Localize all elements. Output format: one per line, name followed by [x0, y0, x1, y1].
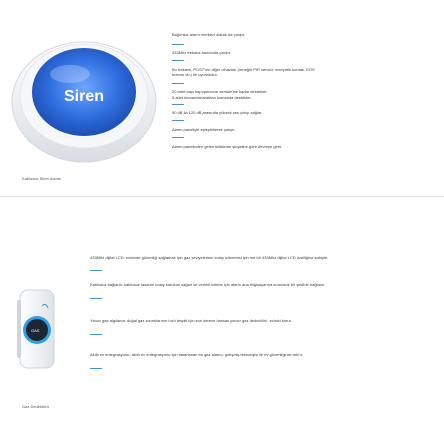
gas-bullet-2: Kablosuz bağlantı: kablosuz tasarım kolay kurulum sağlar ve verimli izleme için alarm ana bilgisayarına sorunsuz bir şekilde bağlanır. — [90, 282, 326, 287]
gas-accent-3 — [90, 334, 102, 335]
gas-bullet-4: Akıllı ev entegrasyonu: akıllı ev entegrasyonu için tasarlanan bu gaz alarmı, gelişmiş teknolojisi ile ev güvenliğinizi artırır. — [90, 352, 303, 357]
siren-accent-3 — [172, 83, 184, 84]
siren-bullet-4: 20 adet kapı kapı/pencere sensörüne kadar destekler. — [172, 89, 268, 94]
siren-caption: Kablosuz Siren Alarmı — [22, 176, 62, 181]
gas-accent-1 — [90, 270, 102, 271]
gas-caption: Gaz Dedektörü — [22, 404, 49, 409]
gas-bullet-3: Yanıcı gaz algılama: doğal gaz sızıntılarının hızlı tespiti için son derece hassas yanıcı gaz dedektörü, evinizi korur. — [90, 318, 292, 323]
siren-accent-5 — [172, 120, 184, 121]
siren-accent-4 — [172, 104, 184, 105]
gas-bullet-1: 433Mhz dijital LCD: evinizde güvenliği sağlamak için gaz seviyelerinin kolay izlenmesi için net bir 433Mhz dijital LCD özelliğine sahiptir. — [90, 255, 329, 260]
siren-bullet-8: Alarm panelinden gelen tetikleme sinyaline göre devreye girer. — [172, 144, 283, 149]
siren-accent-6 — [172, 137, 184, 138]
gas-accent-4 — [90, 368, 102, 369]
siren-bullet-1: Bağımsız alarm merkezi olarak da çalışır. — [172, 32, 246, 37]
siren-label: Siren — [64, 88, 105, 105]
siren-bullet-5: 5 adet kumanda/uzaktan kumanda destekler. — [172, 95, 252, 100]
siren-accent-1 — [172, 44, 184, 45]
siren-bullet-7: Alarm paneliyle eşleştirilerek çalışır. — [172, 127, 236, 132]
siren-bullet-3: Bu frekans, PGST'nin diğer cihazları (örneğin PIR sensör, manyetik kontak, SOS butonu vb.) ile uyumludur. — [172, 67, 315, 77]
section-divider — [0, 196, 444, 197]
siren-bullet-6: 90 dB ila 120 dB arasında yüksek ses çıkışı sağlar. — [172, 110, 263, 115]
siren-accent-2 — [172, 60, 184, 61]
siren-bullet-2: 433Mhz frekans bandında çalışır. — [172, 50, 231, 55]
gas-accent-2 — [90, 298, 102, 299]
gas-display-text: GAS — [31, 328, 40, 333]
